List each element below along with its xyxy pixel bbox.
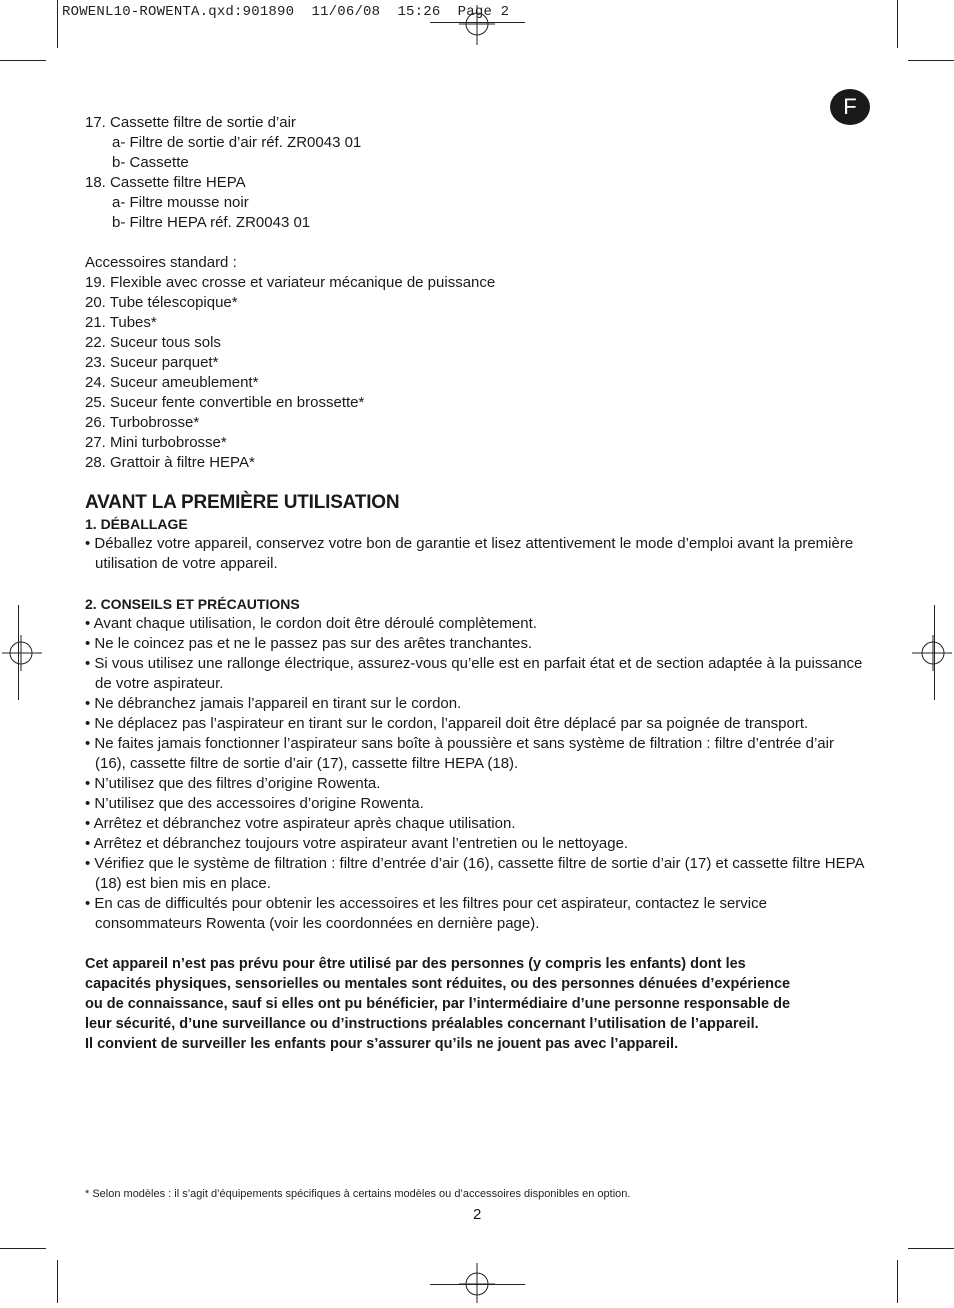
list-item: 24. Suceur ameublement* bbox=[85, 374, 259, 391]
bullet-item: • Ne le coincez pas et ne le passez pas sur des arêtes tranchantes. bbox=[85, 635, 533, 652]
bullet-item: • Ne faites jamais fonctionner l’aspirateur sans boîte à poussière et sans système de filtration : filtre d’entrée d’air (16), cassette filtre de sortie d’air (17), cassette filtre HEPA (18). bbox=[85, 735, 834, 772]
bullet-item: • Ne débranchez jamais l’appareil en tirant sur le cordon. bbox=[85, 695, 462, 712]
section-title: AVANT LA PREMIÈRE UTILISATION bbox=[85, 492, 400, 513]
list-item: 18. Cassette filtre HEPA bbox=[85, 174, 246, 191]
parts-list bbox=[85, 113, 865, 233]
list-item: 17. Cassette filtre de sortie d’air bbox=[85, 114, 296, 131]
crop-mark bbox=[0, 60, 46, 61]
advice-list bbox=[85, 614, 865, 934]
warning-line: capacités physiques, sensorielles ou mentales sont réduites, ou des personnes dénuées d’expérience bbox=[85, 976, 791, 992]
bullet-item: • Arrêtez et débranchez votre aspirateur après chaque utilisation. bbox=[85, 815, 516, 832]
registration-mark-bottom bbox=[453, 1260, 501, 1308]
list-item: 19. Flexible avec crosse et variateur mécanique de puissance bbox=[85, 274, 496, 291]
language-tab: F bbox=[830, 89, 870, 125]
printer-slug: ROWENL10-ROWENTA.qxd:901890 11/06/08 15:26 Page 2 bbox=[62, 4, 510, 20]
crop-mark bbox=[57, 1260, 58, 1303]
bullet-item: • Arrêtez et débranchez toujours votre aspirateur avant l’entretien ou le nettoyage. bbox=[85, 835, 629, 852]
document-body bbox=[85, 113, 865, 1054]
list-item: 25. Suceur fente convertible en brossette* bbox=[85, 394, 365, 411]
advice-title: 2. CONSEILS ET PRÉCAUTIONS bbox=[85, 596, 300, 612]
list-item: a- Filtre mousse noir bbox=[112, 194, 249, 211]
bullet-item: • En cas de difficultés pour obtenir les accessoires et les filtres pour cet aspirateur, contactez le service consommateurs Rowenta (voir les coordonnées en dernière page). bbox=[85, 895, 767, 932]
bullet-item: • Avant chaque utilisation, le cordon doit être déroulé complètement. bbox=[85, 615, 537, 632]
list-item: 26. Turbobrosse* bbox=[85, 414, 200, 431]
registration-mark-right bbox=[906, 629, 954, 677]
crop-mark bbox=[908, 1248, 954, 1249]
crop-mark bbox=[908, 60, 954, 61]
warning-line: Cet appareil n’est pas prévu pour être utilisé par des personnes (y compris les enfants) dont les bbox=[85, 956, 746, 972]
warning-line: ou de connaissance, sauf si elles ont pu bénéficier, par l’intermédiaire d’une personne responsable de bbox=[85, 996, 791, 1012]
bullet-item: • Ne déplacez pas l’aspirateur en tirant sur le cordon, l’appareil doit être déplacé par sa poignée de transport. bbox=[85, 715, 809, 732]
list-item: 27. Mini turbobrosse* bbox=[85, 434, 227, 451]
crop-mark bbox=[57, 0, 58, 48]
list-item: a- Filtre de sortie d’air réf. ZR0043 01 bbox=[112, 134, 362, 151]
crop-mark bbox=[0, 1248, 46, 1249]
list-item: 23. Suceur parquet* bbox=[85, 354, 219, 371]
bullet-item: • Vérifiez que le système de filtration : filtre d’entrée d’air (16), cassette filtre de sortie d’air (17) et cassette filtre HEPA (18) est bien mis en place. bbox=[85, 855, 864, 892]
list-item: 20. Tube télescopique* bbox=[85, 294, 238, 311]
warning-line: leur sécurité, d’une surveillance ou d’instructions préalables concernant l’utilisation de l’appareil. bbox=[85, 1016, 759, 1032]
bullet-item: • N’utilisez que des accessoires d’origine Rowenta. bbox=[85, 795, 424, 812]
unpack-title: 1. DÉBALLAGE bbox=[85, 516, 188, 532]
bullet-item: • Déballez votre appareil, conservez votre bon de garantie et lisez attentivement le mode d’emploi avant la première utilisation de votre appareil. bbox=[85, 535, 854, 572]
crop-mark bbox=[897, 0, 898, 48]
bullet-item: • N’utilisez que des filtres d’origine Rowenta. bbox=[85, 775, 381, 792]
bullet-item: • Si vous utilisez une rallonge électrique, assurez-vous qu’elle est en parfait état et de section adaptée à la puissance de votre aspirateur. bbox=[85, 655, 863, 692]
registration-mark-left bbox=[0, 629, 48, 677]
list-item: 22. Suceur tous sols bbox=[85, 334, 221, 351]
list-item: b- Cassette bbox=[112, 154, 189, 171]
list-item: 28. Grattoir à filtre HEPA* bbox=[85, 454, 255, 471]
footnote: * Selon modèles : il s’agit d’équipements spécifiques à certains modèles ou d’accessoires disponibles en option. bbox=[85, 1188, 631, 1200]
accessories-list bbox=[85, 273, 865, 473]
list-item: b- Filtre HEPA réf. ZR0043 01 bbox=[112, 214, 311, 231]
page-number: 2 bbox=[473, 1206, 482, 1223]
registration-mark-top bbox=[453, 0, 501, 48]
safety-warning bbox=[85, 954, 865, 1054]
crop-mark bbox=[897, 1260, 898, 1303]
list-item: 21. Tubes* bbox=[85, 314, 157, 331]
accessories-label: Accessoires standard : bbox=[85, 254, 237, 271]
warning-line: Il convient de surveiller les enfants pour s’assurer qu’ils ne jouent pas avec l’appareil. bbox=[85, 1036, 679, 1052]
